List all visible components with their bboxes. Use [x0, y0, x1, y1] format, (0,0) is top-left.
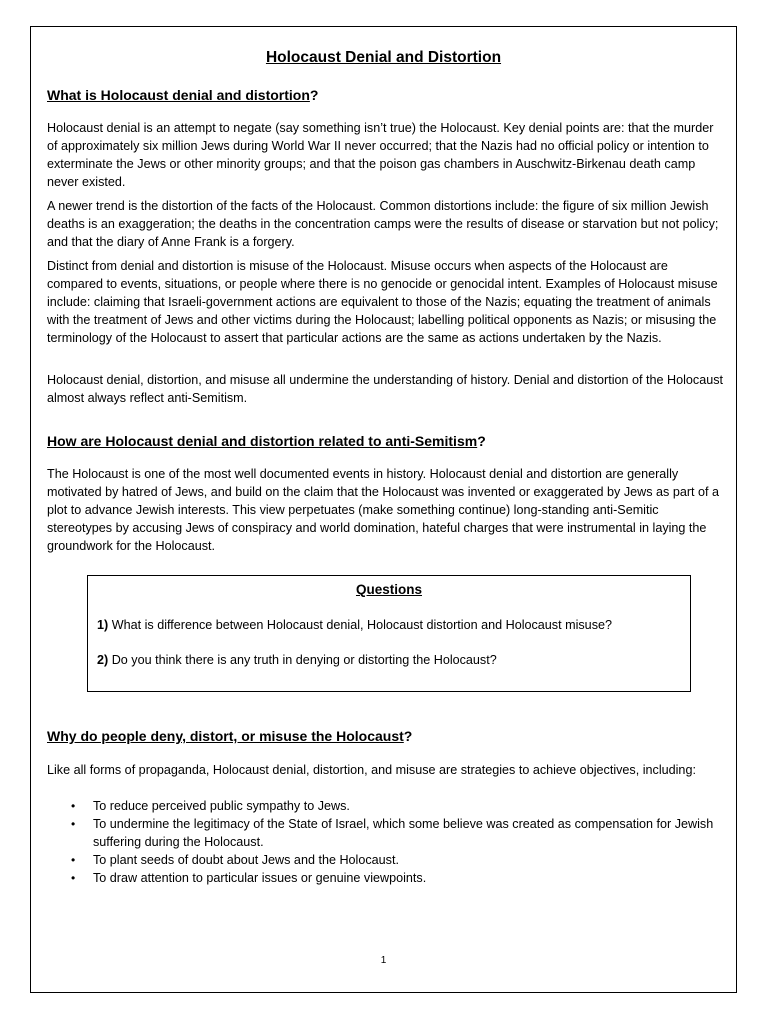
paragraph-propaganda-intro: Like all forms of propaganda, Holocaust denial, distortion, and misuse are strategies to achieve objectives, including: — [47, 763, 696, 777]
question-number: 1) — [97, 618, 109, 632]
list-item — [47, 815, 727, 851]
questions-title: Questions — [355, 582, 422, 597]
list-item-text: To undermine the legitimacy of the State of Israel, which some believe was created as compensation for Jewish suffering during the Holocaust. — [93, 817, 714, 849]
paragraph-denial-definition: Holocaust denial is an attempt to negate (say something isn’t true) the Holocaust. Key denial points are: that the murder of approximately six million Jews during World War II never occurred; that the Nazis had no official policy or intention to exterminate the Jews or other minority groups; and that the poison gas chambers in Auschwitz-Birkenau death camp never existed. — [47, 121, 714, 189]
section-heading-text: Why do people deny, distort, or misuse the Holocaust — [47, 728, 404, 744]
section-heading-anti-semitism — [47, 433, 486, 449]
bullet-icon: • — [71, 799, 76, 813]
bullet-icon: • — [71, 853, 76, 867]
section-heading-what-is — [47, 87, 318, 103]
bullet-icon: • — [71, 817, 76, 831]
section-heading-text: What is Holocaust denial and distortion — [47, 87, 310, 103]
question-item — [97, 651, 497, 669]
questions-box — [87, 575, 691, 692]
section-heading-suffix: ? — [309, 87, 319, 103]
question-item — [97, 616, 612, 634]
paragraph-misuse-definition: Distinct from denial and distortion is misuse of the Holocaust. Misuse occurs when aspects of the Holocaust are compared to events, situations, or people where there is no genocide or genocidal intent. Examples of Holocaust misuse include: claiming that Israeli-government actions are equivalent to those of the Nazis; equating the treatment of animals with the treatment of Jews and other victims during the Holocaust; labelling political opponents as Nazis; or misusing the terminology of the Holocaust to assert that particular actions are the same as actions undertaken by the Nazis. — [47, 259, 718, 345]
objectives-list — [47, 797, 727, 887]
section-heading-suffix: ? — [403, 728, 413, 744]
question-text: Do you think there is any truth in denying or distorting the Holocaust? — [108, 653, 497, 667]
page-number: 1 — [380, 955, 387, 966]
paragraph-distortion-definition: A newer trend is the distortion of the facts of the Holocaust. Common distortions include: the figure of six million Jewish deaths is an exaggeration; the deaths in the concentration camps were the results of disease or starvation but not policy; and that the diary of Anne Frank is a forgery. — [47, 199, 719, 249]
list-item — [47, 797, 727, 815]
paragraph-undermine-history: Holocaust denial, distortion, and misuse all undermine the understanding of history. Denial and distortion of the Holocaust almost always reflect anti-Semitism. — [47, 373, 724, 405]
bullet-icon: • — [71, 871, 76, 885]
list-item — [47, 869, 727, 887]
list-item — [47, 851, 727, 869]
list-item-text: To plant seeds of doubt about Jews and the Holocaust. — [93, 853, 399, 867]
section-heading-why-deny — [47, 728, 412, 744]
document-title: Holocaust Denial and Distortion — [265, 49, 502, 66]
question-text: What is difference between Holocaust denial, Holocaust distortion and Holocaust misuse? — [108, 618, 612, 632]
question-number: 2) — [97, 653, 109, 667]
document-page — [30, 26, 737, 993]
paragraph-anti-semitism: The Holocaust is one of the most well documented events in history. Holocaust denial and distortion are generally motivated by hatred of Jews, and build on the claim that the Holocaust was invented or exaggerated by Jews as part of a plot to advance Jewish interests. This view perpetuates (make something continue) long-standing anti-Semitic stereotypes by accusing Jews of conspiracy and world domination, hateful charges that were instrumental in laying the groundwork for the Holocaust. — [47, 467, 720, 553]
list-item-text: To reduce perceived public sympathy to Jews. — [93, 799, 350, 813]
list-item-text: To draw attention to particular issues or genuine viewpoints. — [93, 871, 427, 885]
section-heading-text: How are Holocaust denial and distortion related to anti-Semitism — [47, 433, 478, 449]
section-heading-suffix: ? — [477, 433, 486, 449]
